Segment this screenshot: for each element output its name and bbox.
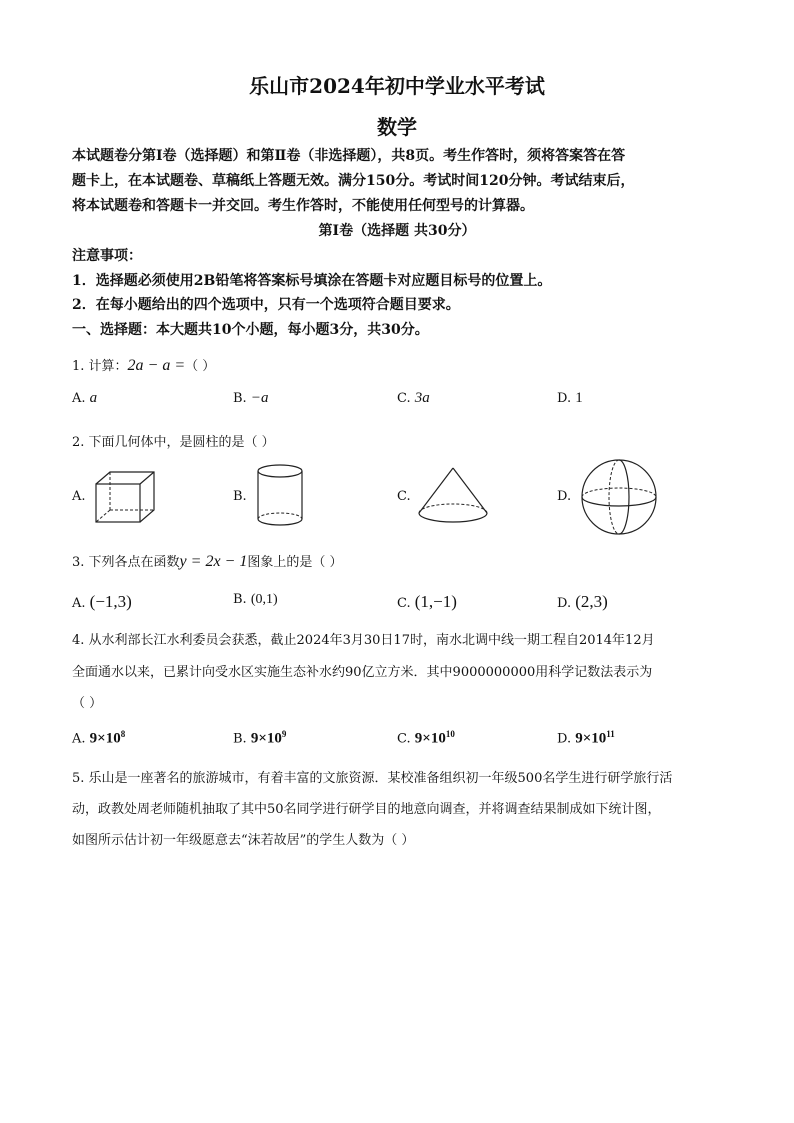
q3-stem-post: 图象上的是（ ） <box>247 555 343 570</box>
option-value: a <box>89 390 98 406</box>
option-value: (2,3) <box>575 592 608 611</box>
q2-option-b-label: B. <box>233 489 247 504</box>
q1-option-c <box>397 390 430 407</box>
q2-stem: 2. 下面几何体中，是圆柱的是（ ） <box>72 435 275 450</box>
option-exponent: 9 <box>281 729 287 739</box>
q4-line-2: 全面通水以来，已累计向受水区实施生态补水约90亿立方米．其中9000000000用科学记数法表示为 <box>72 665 653 680</box>
option-label: D. <box>557 596 572 611</box>
option-exponent: 11 <box>606 729 615 739</box>
option-value: (1,−1) <box>414 592 457 611</box>
notes-title: 注意事项： <box>72 248 142 264</box>
q2-option-a-label: A. <box>72 489 86 504</box>
q1-option-a <box>72 390 97 407</box>
q5-line-3: 如图所示估计初一年级愿意去“沫若故居”的学生人数为（ ） <box>72 833 415 848</box>
note-1: 1．选择题必须使用2B铅笔将答案标号填涂在答题卡对应题目标号的位置上。 <box>72 273 552 289</box>
q1-stem <box>72 355 215 375</box>
option-base: 9×10 <box>89 730 121 747</box>
q4-option-b <box>233 729 286 747</box>
option-value: 3a <box>414 390 430 406</box>
q1-stem-text: 1. 计算： <box>72 359 128 374</box>
subject-title: 数学 <box>377 115 417 139</box>
q3-function: y = 2x − 1 <box>179 553 248 570</box>
cube-icon <box>95 470 157 524</box>
q3-option-b <box>233 592 278 608</box>
q2-option-d-label: D. <box>557 489 572 504</box>
sphere-icon <box>580 458 658 536</box>
option-label: A. <box>72 391 86 406</box>
part-title: 一、选择题：本大题共10个小题，每小题3分，共30分。 <box>72 322 429 338</box>
q1-option-b <box>233 390 268 407</box>
option-label: C. <box>397 596 411 611</box>
option-label: A. <box>72 731 86 747</box>
option-label: C. <box>397 731 411 747</box>
page-title: 乐山市2024年初中学业水平考试 <box>249 74 545 98</box>
option-base: 9×10 <box>575 730 607 747</box>
q3-option-d <box>557 592 608 612</box>
option-label: B. <box>233 731 247 747</box>
section-heading: 第Ⅰ卷（选择题 共30分） <box>318 223 476 239</box>
q1-blank: （ ） <box>185 359 216 374</box>
intro-line-2: 题卡上，在本试题卷、草稿纸上答题无效。满分150分。考试时间120分钟。考试结束后， <box>72 173 635 189</box>
q4-option-d <box>557 729 615 747</box>
q3-option-c <box>397 592 457 612</box>
option-label: C. <box>397 391 411 406</box>
q4-option-c <box>397 729 455 747</box>
intro-line-1: 本试题卷分第Ⅰ卷（选择题）和第Ⅱ卷（非选择题），共8页。考生作答时，须将答案答在答 <box>72 148 626 164</box>
option-base: 9×10 <box>414 730 446 747</box>
note-2: 2．在每小题给出的四个选项中，只有一个选项符合题目要求。 <box>72 297 460 313</box>
option-label: A. <box>72 596 86 611</box>
intro-line-3: 将本试题卷和答题卡一并交回。考生作答时，不能使用任何型号的计算器。 <box>72 198 534 214</box>
option-value: −a <box>250 390 269 406</box>
q3-stem-pre: 3. 下列各点在函数 <box>72 555 180 570</box>
option-label: B. <box>233 592 247 607</box>
option-exponent: 8 <box>120 729 126 739</box>
option-base: 9×10 <box>250 730 282 747</box>
q5-line-2: 动，政教处周老师随机抽取了其中50名同学进行研学目的地意向调查，并将调查结果制成如下统计图， <box>72 802 661 817</box>
option-label: D. <box>557 391 572 406</box>
q4-option-a <box>72 729 125 747</box>
q4-line-1: 4. 从水利部长江水利委员会获悉，截止2024年3月30日17时，南水北调中线一期工程自2014年12月 <box>72 633 655 648</box>
option-label: B. <box>233 391 247 406</box>
q1-option-d <box>557 390 583 407</box>
q3-stem <box>72 551 342 571</box>
option-value: (−1,3) <box>89 592 132 611</box>
option-value: (0,1) <box>250 592 278 607</box>
q4-line-3: （ ） <box>72 696 103 711</box>
q3-option-a <box>72 592 132 612</box>
cylinder-icon <box>256 463 304 529</box>
q2-option-c-label: C. <box>397 489 411 504</box>
cone-icon <box>417 466 489 528</box>
option-label: D. <box>557 731 572 747</box>
option-exponent: 10 <box>445 729 455 739</box>
q1-expression: 2a − a = <box>127 357 186 374</box>
q5-line-1: 5. 乐山是一座著名的旅游城市，有着丰富的文旅资源．某校准备组织初一年级500名学生进行研学旅行活 <box>72 771 673 786</box>
option-value: 1 <box>575 390 583 406</box>
